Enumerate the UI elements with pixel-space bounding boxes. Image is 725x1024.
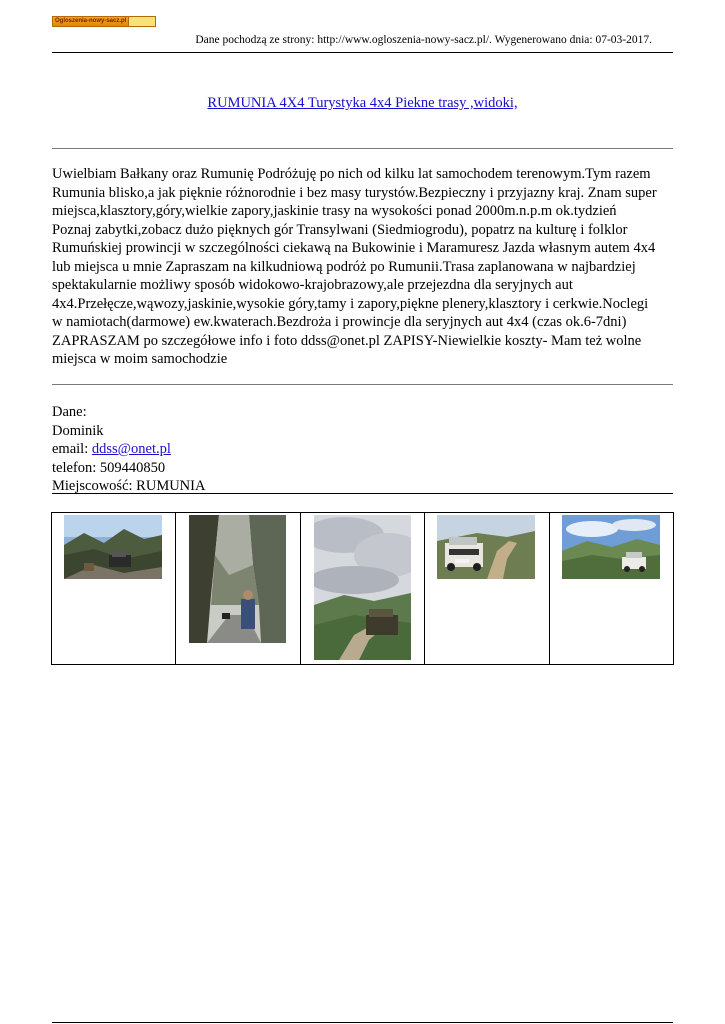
listing-description (52, 165, 674, 369)
site-logo (52, 16, 156, 27)
contact-name: Dominik (52, 422, 104, 439)
description-line: spektakularnie możliwy sposób widokowo-krajobrazowy,ale przejezdna dla seryjnych aut (52, 277, 573, 293)
gallery-cell (425, 513, 549, 664)
description-line: w namiotach(darmowe) ew.kwaterach.Bezdroża i prowincje dla seryjnych aut 4x4 (czas ok.6-7dni) (52, 314, 627, 330)
contact-phone-row (52, 459, 205, 478)
contact-divider (52, 493, 673, 494)
description-line: Poznaj zabytki,zobacz dużo pięknych gór Transylwani (Siedmiogrodu), popatrz na kulturę i folklor (52, 221, 628, 238)
description-line: Rumuńskiej prowincji w szczególności ciekawą na Bukowinie i Maramuresz Jazda własnym autem 4x4 (52, 240, 656, 256)
contact-email-link[interactable]: ddss@onet.pl (91, 441, 171, 457)
site-logo-text: Ogloszenia-nowy-sacz.pl (55, 18, 127, 24)
site-logo-badge (128, 17, 155, 26)
contact-heading: Dane: (52, 404, 87, 420)
contact-phone: 509440850 (99, 459, 166, 476)
gallery-cell (52, 513, 176, 664)
description-line: miejsca,klasztory,góry,wielkie zapory,jaskinie trasy na wysokości ponad 2000m.n.p.m ok.tydzień (52, 203, 617, 219)
gallery-cell (301, 513, 425, 664)
listing-title-link[interactable]: RUMUNIA 4X4 Turystyka 4x4 Piekne trasy ,widoki, (207, 95, 518, 111)
listing-title (52, 95, 673, 112)
gallery-cell (550, 513, 673, 664)
footer-divider (52, 1022, 673, 1023)
description-line: 4x4.Przełęcze,wąwozy,jaskinie,wysokie góry,tamy i zapory,piękne plenery,klasztory i cerkwie.Noclegi (52, 295, 649, 312)
contact-location-label: Miejscowość: (52, 478, 137, 494)
contact-phone-label: telefon: (52, 459, 100, 476)
photo-gorge-person[interactable] (189, 515, 286, 643)
description-line: Uwielbiam Bałkany oraz Rumunię Podróżuję po nich od kilku lat samochodem terenowym.Tym razem (52, 166, 651, 182)
contact-location: RUMUNIA (136, 478, 206, 494)
contact-email-row (52, 440, 205, 459)
photo-gallery (51, 512, 674, 665)
gallery-cell (176, 513, 300, 664)
photo-suv-gravel-road[interactable] (437, 515, 535, 579)
description-line: Rumunia blisko,a jak pięknie różnorodnie i bez masy turystów.Bezpieczny i przyjazny kraj. Znam super (52, 184, 657, 201)
contact-block (52, 403, 205, 496)
photo-mountain-road-car[interactable] (64, 515, 162, 579)
photo-cloudy-mountain-road[interactable] (314, 515, 411, 660)
source-line: Dane pochodzą ze strony: http://www.ogloszenia-nowy-sacz.pl/. Wygenerowano dnia: 07-03-2017. (195, 34, 652, 46)
description-line: miejsca w moim samochodzie (52, 351, 228, 367)
description-line: lub miejsca u mnie Zapraszam na kilkudniową podróż po Rumunii.Trasa zaplanowana w najbardziej (52, 258, 636, 275)
header-divider (52, 52, 673, 53)
photo-suv-mountain-ridge[interactable] (562, 515, 660, 579)
description-divider (52, 384, 673, 385)
contact-email-label: email: (52, 441, 92, 457)
description-line: ZAPRASZAM po szczegółowe info i foto ddss@onet.pl ZAPISY-Niewielkie koszty- Mam też wolne (52, 332, 642, 349)
title-divider (52, 148, 673, 149)
